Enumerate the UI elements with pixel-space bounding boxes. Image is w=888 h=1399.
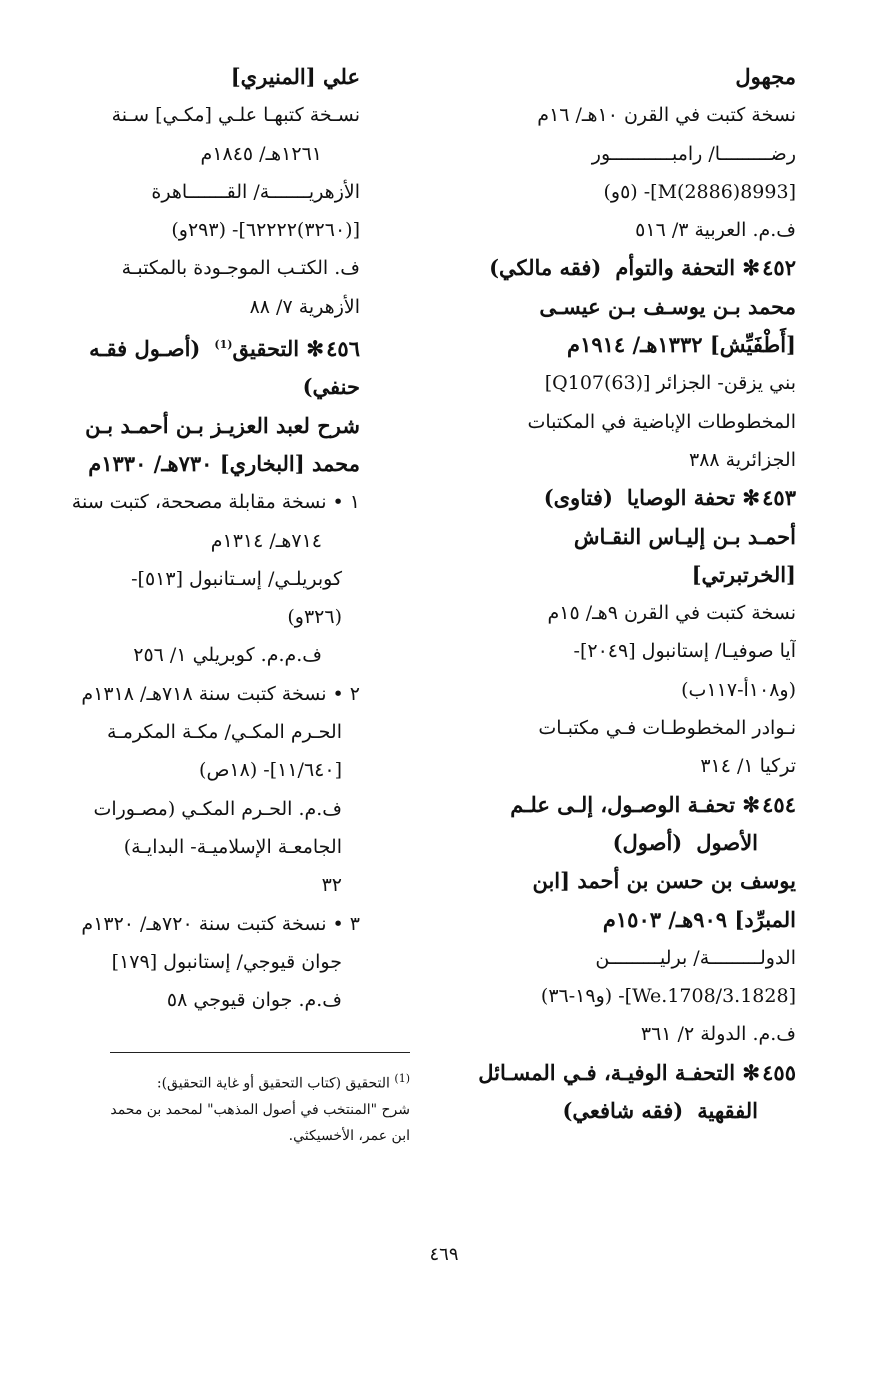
text-line bbox=[444, 939, 796, 977]
line-text: كوبريلـي/ إسـتانبول [٥١٣]- bbox=[131, 567, 342, 590]
line-text: (و١٠٨أ-١١٧ب) bbox=[681, 678, 796, 701]
line-text: ١ • نسخة مقابلة مصححة، كتبت سنة bbox=[71, 491, 360, 514]
text-line bbox=[444, 326, 796, 364]
page-number: ٤٦٩ bbox=[429, 1244, 459, 1265]
line-text: [١١/٦٤٠]- (١٨ص) bbox=[199, 759, 342, 782]
line-text: تحفة الوصايا bbox=[626, 485, 736, 511]
subject-class: (فتاوى) bbox=[543, 485, 613, 511]
line-text: الحـرم المكـي/ مكـة المكرمـة bbox=[107, 721, 342, 744]
footnote-line: ابن عمر، الأخسيكثي. bbox=[288, 1127, 410, 1144]
text-line bbox=[444, 288, 796, 326]
line-text: نسخة كتبت في القرن ٩هـ/ ١٥م bbox=[547, 602, 796, 625]
footnote-line: $^{(1)}$ التحقيق (كتاب التحقيق أو غاية التحقيق): bbox=[156, 1072, 410, 1092]
subject-class: (أصول) bbox=[612, 829, 683, 855]
line-text: الفقهية bbox=[697, 1098, 758, 1124]
text-line bbox=[70, 636, 360, 674]
text-line bbox=[70, 943, 360, 981]
line-text: مجهول bbox=[735, 64, 796, 89]
asterisk-icon: ✻ bbox=[742, 1059, 760, 1085]
right-column bbox=[444, 58, 796, 1130]
asterisk-icon: ✻ bbox=[742, 791, 760, 817]
text-line bbox=[444, 594, 796, 632]
text-line bbox=[70, 407, 360, 445]
entry-heading bbox=[444, 249, 796, 287]
line-text: محمد [البخاري] ٧٣٠هـ/ ١٣٣٠م bbox=[88, 450, 360, 476]
text-line bbox=[444, 173, 796, 211]
left-column bbox=[70, 58, 360, 1019]
line-text: نسخة كتبت في القرن ١٠هـ/ ١٦م bbox=[537, 104, 796, 127]
line-text: الجزائرية ٣٨٨ bbox=[688, 448, 796, 471]
footnote bbox=[110, 1066, 410, 1149]
line-text: نـوادر المخطوطـات فـي مكتبـات bbox=[538, 717, 796, 740]
text-line bbox=[444, 632, 796, 670]
text-line bbox=[70, 598, 360, 636]
text-line bbox=[444, 901, 796, 939]
text-line bbox=[444, 747, 796, 785]
text-line bbox=[70, 790, 360, 828]
line-text: ف.م. الحـرم المكـي (مصـورات bbox=[93, 797, 342, 820]
text-line bbox=[444, 96, 796, 134]
entry-heading bbox=[444, 786, 796, 824]
footnote-ref: (1) bbox=[214, 338, 233, 352]
entry-heading bbox=[444, 479, 796, 517]
line-text: ف.م. الدولة ٢/ ٣٦١ bbox=[640, 1023, 796, 1046]
line-text: علي [المنيري] bbox=[230, 64, 360, 89]
text-line bbox=[444, 709, 796, 747]
text-line bbox=[70, 751, 360, 789]
line-text: ٣ • نسخة كتبت سنة ٧٢٠هـ/ ١٣٢٠م bbox=[81, 912, 360, 935]
line-text: الجامعـة الإسلاميـة- البدايـة) bbox=[123, 835, 342, 858]
text-line bbox=[444, 211, 796, 249]
entry-number: ٤٥٤ bbox=[762, 791, 796, 817]
footnote-line: شرح "المنتخب في أصول المذهب" لمحمد بن محمد bbox=[110, 1101, 410, 1118]
line-text: يوسف بن حسن بن أحمد [ابن bbox=[532, 868, 796, 894]
entry-number: ٤٥٢ bbox=[762, 255, 796, 281]
subject-class: (فقه مالكي) bbox=[489, 255, 602, 281]
line-text: (٣٢٦و) bbox=[287, 606, 342, 629]
entry-heading bbox=[444, 1054, 796, 1092]
text-line bbox=[70, 981, 360, 1019]
line-text: رضـــــــــا/ رامبـــــــــــور bbox=[591, 142, 796, 165]
text-line bbox=[444, 556, 796, 594]
line-text: [1828.We.1708/3]- (و١٩-٣٦) bbox=[540, 985, 796, 1008]
line-text: تركيا ١/ ٣١٤ bbox=[700, 755, 796, 778]
line-text: ٢ • نسخة كتبت سنة ٧١٨هـ/ ١٣١٨م bbox=[81, 682, 360, 705]
line-text: [(٣٢٦٠)٦٢٢٢٢]- (٢٩٣و) bbox=[171, 219, 360, 242]
line-text: جوان قيوجي/ إستانبول [١٧٩] bbox=[111, 950, 342, 973]
line-text: [الخرتبرتي] bbox=[691, 561, 796, 587]
text-line bbox=[444, 671, 796, 709]
line-text: شرح لعبد العزيـز بـن أحمـد بـن bbox=[85, 412, 360, 438]
line-text: ف.م.م. كوبريلي ١/ ٢٥٦ bbox=[133, 644, 322, 667]
text-line bbox=[70, 828, 360, 866]
line-text: نسـخة كتبهـا علـي [مكـي] سـنة bbox=[111, 104, 360, 127]
asterisk-icon: ✻ bbox=[742, 485, 760, 511]
footnote-marker: (1) bbox=[394, 1072, 410, 1085]
line-text: التحفة والتوأم bbox=[615, 255, 736, 281]
text-line bbox=[70, 560, 360, 598]
text-line bbox=[70, 173, 360, 211]
text-line bbox=[70, 368, 360, 406]
text-line bbox=[444, 441, 796, 479]
text-line bbox=[70, 211, 360, 249]
line-text: ٧١٤هـ/ ١٣١٤م bbox=[210, 529, 322, 552]
text-line bbox=[444, 364, 796, 402]
text-line bbox=[444, 58, 796, 96]
text-line bbox=[70, 135, 360, 173]
line-text: الأزهريـــــــة/ القـــــــاهرة bbox=[151, 180, 360, 203]
text-line bbox=[70, 675, 360, 713]
line-text: تحفـة الوصـول، إلـى علـم bbox=[510, 791, 736, 817]
line-text: ٣٢ bbox=[321, 874, 342, 897]
line-text: ف.م. العربية ٣/ ٥١٦ bbox=[635, 219, 796, 242]
footnote-rule bbox=[110, 1052, 410, 1053]
entry-number: ٤٥٣ bbox=[762, 485, 796, 511]
text-line bbox=[70, 288, 360, 326]
line-text: محمد بـن يوسـف بـن عيسـى bbox=[539, 293, 796, 319]
line-text: بني يزقن- الجزائر [Q107(63)] bbox=[544, 372, 796, 395]
line-text: ف.م. جوان قيوجي ٥٨ bbox=[166, 989, 342, 1012]
text-line bbox=[444, 135, 796, 173]
text-line bbox=[70, 445, 360, 483]
text-line bbox=[70, 483, 360, 521]
text-line bbox=[444, 518, 796, 556]
line-text: ١٢٦١هـ/ ١٨٤٥م bbox=[200, 142, 322, 165]
asterisk-icon: ✻ bbox=[306, 336, 324, 362]
subject-class: (فقه شافعي) bbox=[562, 1098, 684, 1124]
line-text: [أَطْفَيِّش] ١٣٣٢هـ/ ١٩١٤م bbox=[567, 332, 796, 358]
line-text: الدولـــــــــة/ برليـــــــــن bbox=[595, 946, 796, 969]
text-line bbox=[444, 977, 796, 1015]
line-text: التحفـة الوفيـة، فـي المسـائل bbox=[478, 1059, 736, 1085]
text-line bbox=[444, 1015, 796, 1053]
text-line bbox=[70, 96, 360, 134]
line-text: المبرِّد] ٩٠٩هـ/ ١٥٠٣م bbox=[602, 906, 796, 932]
line-text: ف. الكتـب الموجـودة بالمكتبـة bbox=[121, 257, 360, 280]
text-line bbox=[444, 824, 796, 862]
text-line bbox=[444, 403, 796, 441]
entry-number: ٤٥٦ bbox=[326, 336, 360, 362]
line-text: آيا صوفيـا/ إستانبول [٢٠٤٩]- bbox=[573, 640, 796, 663]
text-line bbox=[70, 58, 360, 96]
subject-class: (أصـول فقـه bbox=[89, 336, 201, 362]
line-text: المخطوطات الإباضية في المكتبات bbox=[527, 410, 796, 433]
text-line bbox=[70, 866, 360, 904]
text-line bbox=[70, 713, 360, 751]
text-line bbox=[70, 249, 360, 287]
line-text: أحمـد بـن إليـاس النقـاش bbox=[573, 523, 796, 549]
text-line bbox=[70, 905, 360, 943]
line-text: الأزهرية ٧/ ٨٨ bbox=[249, 295, 360, 318]
line-text: حنفي) bbox=[302, 374, 360, 400]
entry-number: ٤٥٥ bbox=[762, 1059, 796, 1085]
line-text: [M(2886)8993]- (٥و) bbox=[603, 180, 796, 203]
line-text: الأصول bbox=[696, 829, 758, 855]
text-line bbox=[70, 522, 360, 560]
line-text: التحقيق bbox=[232, 336, 300, 362]
text-line bbox=[444, 1092, 796, 1130]
text-line bbox=[444, 862, 796, 900]
asterisk-icon: ✻ bbox=[742, 255, 760, 281]
entry-heading bbox=[70, 326, 360, 368]
